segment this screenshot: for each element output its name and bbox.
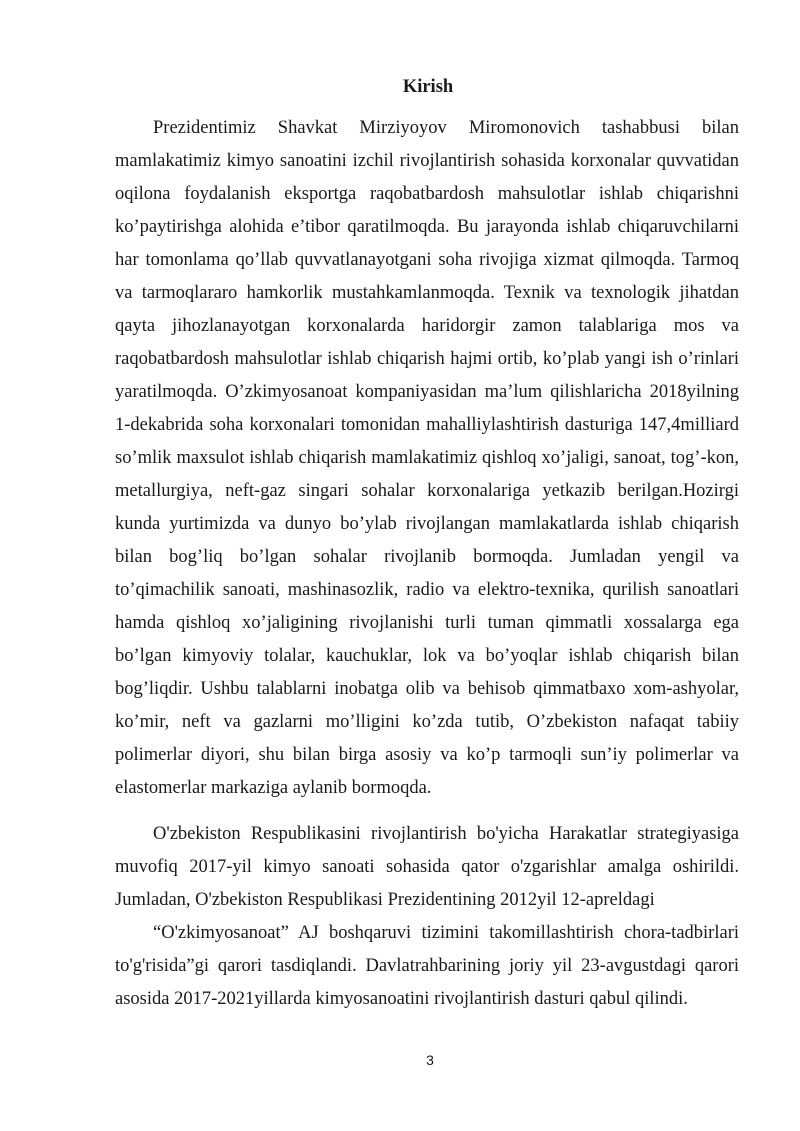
- section-title: Kirish: [402, 77, 454, 97]
- paragraph-decree: “O'zkimyosanoat” AJ boshqaruvi tizimini takomillashtirish chora-tadbirlari to'g'risida”gi qarori tasdiqlandi. Davlatrahbarining joriy yil 23-avgustdagi qarori asosida 2017-2021yillarda kimyosanoatini rivojlantirish dasturi qabul qilindi.: [115, 923, 739, 1009]
- page-number: 3: [426, 1052, 434, 1068]
- paragraph-strategy: O'zbekiston Respublikasini rivojlantirish bo'yicha Harakatlar strategiyasiga muvofiq 2017-yil kimyo sanoati sohasida qator o'zgarishlar amalga oshirildi. Jumladan, O'zbekiston Respublikasi Prezidentining 2012yil 12-apreldagi: [115, 824, 739, 910]
- paragraph-introduction: Prezidentimiz Shavkat Mirziyoyov Miromonovich tashabbusi bilan mamlakatimiz kimyo sanoatini izchil rivojlantirish sohasida korxonalar quvvatidan oqilona foydalanish eksportga raqobatbardosh mahsulotlar ishlab chiqarishni ko’paytirishga alohida e’tibor qaratilmoqda. Bu jarayonda ishlab chiqaruvchilarni har tomonlama qo’llab quvvatlanayotgani soha rivojiga xizmat qilmoqda. Tarmoq va tarmoqlararo hamkorlik mustahkamlanmoqda. Texnik va texnologik jihatdan qayta jihozlanayotgan korxonalarda haridorgir zamon talablariga mos va raqobatbardosh mahsulotlar ishlab chiqarish hajmi ortib, ko’plab yangi ish o’rinlari yaratilmoqda. O’zkimyosanoat kompaniyasidan ma’lum qilishlaricha 2018yilning 1-dekabrida soha korxonalari tomonidan mahalliylashtirish dasturiga 147,4milliard so’mlik maxsulot ishlab chiqarish mamlakatimiz qishloq xo’jaligi, sanoat, tog’-kon, metallurgiya, neft-gaz singari sohalar korxonalariga yetkazib berilgan.Hozirgi kunda yurtimizda va dunyo bo’ylab rivojlangan mamlakatlarda ishlab chiqarish bilan bog’liq bo’lgan sohalar rivojlanib bormoqda. Jumladan yengil va to’qimachilik sanoati, mashinasozlik, radio va elektro-texnika, qurilish sanoatlari hamda qishloq xo’jaligining rivojlanishi turli tuman qimmatli xossalarga ega bo’lgan kimyoviy tolalar, kauchuklar, lok va bo’yoqlar ishlab chiqarish bilan bog’liqdir. Ushbu talablarni inobatga olib va behisob qimmatbaxo xom-ashyolar, ko’mir, neft va gazlarni mo’lligini ko’zda tutib, O’zbekiston nafaqat tabiiy polimerlar diyori, shu bilan birga asosiy va ko’p tarmoqli sun’iy polimerlar va elastomerlar markaziga aylanib bormoqda.: [115, 118, 739, 798]
